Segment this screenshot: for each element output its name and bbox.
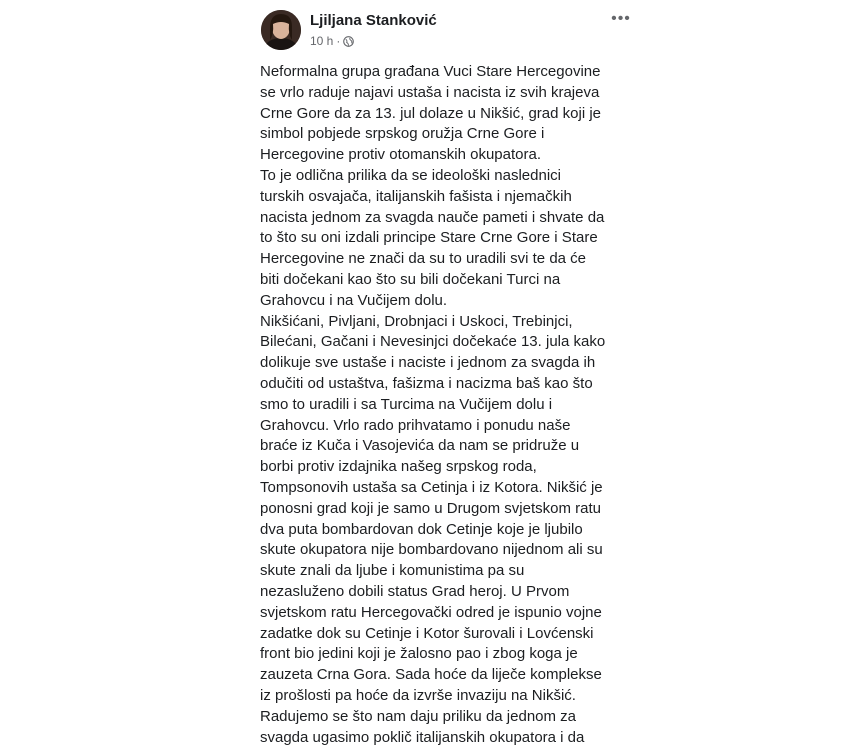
post-body: [260, 62, 622, 748]
globe-icon: [343, 36, 354, 47]
post-paragraph: Nikšićani, Pivljani, Drobnjaci i Uskoci, Trebinjci, Bilećani, Gačani i Nevesinjci dočekaće 13. jula kako dolikuje sve ustaše i naciste i jednom za svagda ih odučiti od ustaštva, fašizma i nacizma baš kao što smo to uradili i sa Turcima na Vučijem dolu i Grahovcu. Vrlo rado prihvatamo i ponudu naše braće iz Kuča i Vasojevića da nam se pridruže u borbi protiv izdajnika našeg srpskog roda, Tompsonovih ustaša sa Cetinja i iz Kotora. Nikšić je ponosni grad koji je samo u Drugom svjetskom ratu dva puta bombardovan dok Cetinje koje je ljubilo skute okupatora nije bombardovano nijednom ali su skute znali da ljube i komunistima pa su nezasluženo dobili status Grad heroj. U Prvom svjetskom ratu Hercegovački odred je ispunio vojne zadatke dok su Cetinje i Kotor šurovali i Lovćenski front bio jedini koji je žalosno pao i zbog koga je zauzeta Crna Gora. Sada hoće da liječe komplekse iz prošlosti pa hoće da izvrše invaziju na Nikšić. Radujemo se što nam daju priliku da jednom za svagda ugasimo poklič italijanskih okupatora i da: [260, 312, 606, 746]
post-paragraph: Neformalna grupa građana Vuci Stare Hercegovine se vrlo raduje najavi ustaša i nacista iz svih krajeva Crne Gore da za 13. jul dolaze u Nikšić, grad koji je simbol pobjede srpskog oružja Crne Gore i Hercegovine protiv otomanskih okupatora.: [260, 63, 602, 164]
post-card: [248, 0, 632, 746]
avatar-image: [261, 10, 301, 50]
post-header: [261, 8, 631, 52]
more-options-icon[interactable]: •••: [611, 10, 631, 27]
avatar[interactable]: [261, 10, 301, 50]
meta-separator: ·: [336, 34, 341, 48]
post-meta: [310, 34, 354, 48]
post-timestamp[interactable]: 10 h: [310, 34, 334, 48]
post-paragraph: To je odlična prilika da se ideološki naslednici turskih osvajača, italijanskih fašista i njemačkih nacista jednom za svagda nauče pameti i shvate da to što su oni izdali principe Stare Crne Gore i Stare Hercegovine ne znači da su to uradili svi te da će biti dočekani kao što su bili dočekani Turci na Grahovcu i na Vučijem dolu.: [260, 166, 605, 309]
author-name[interactable]: Ljiljana Stanković: [310, 12, 437, 29]
